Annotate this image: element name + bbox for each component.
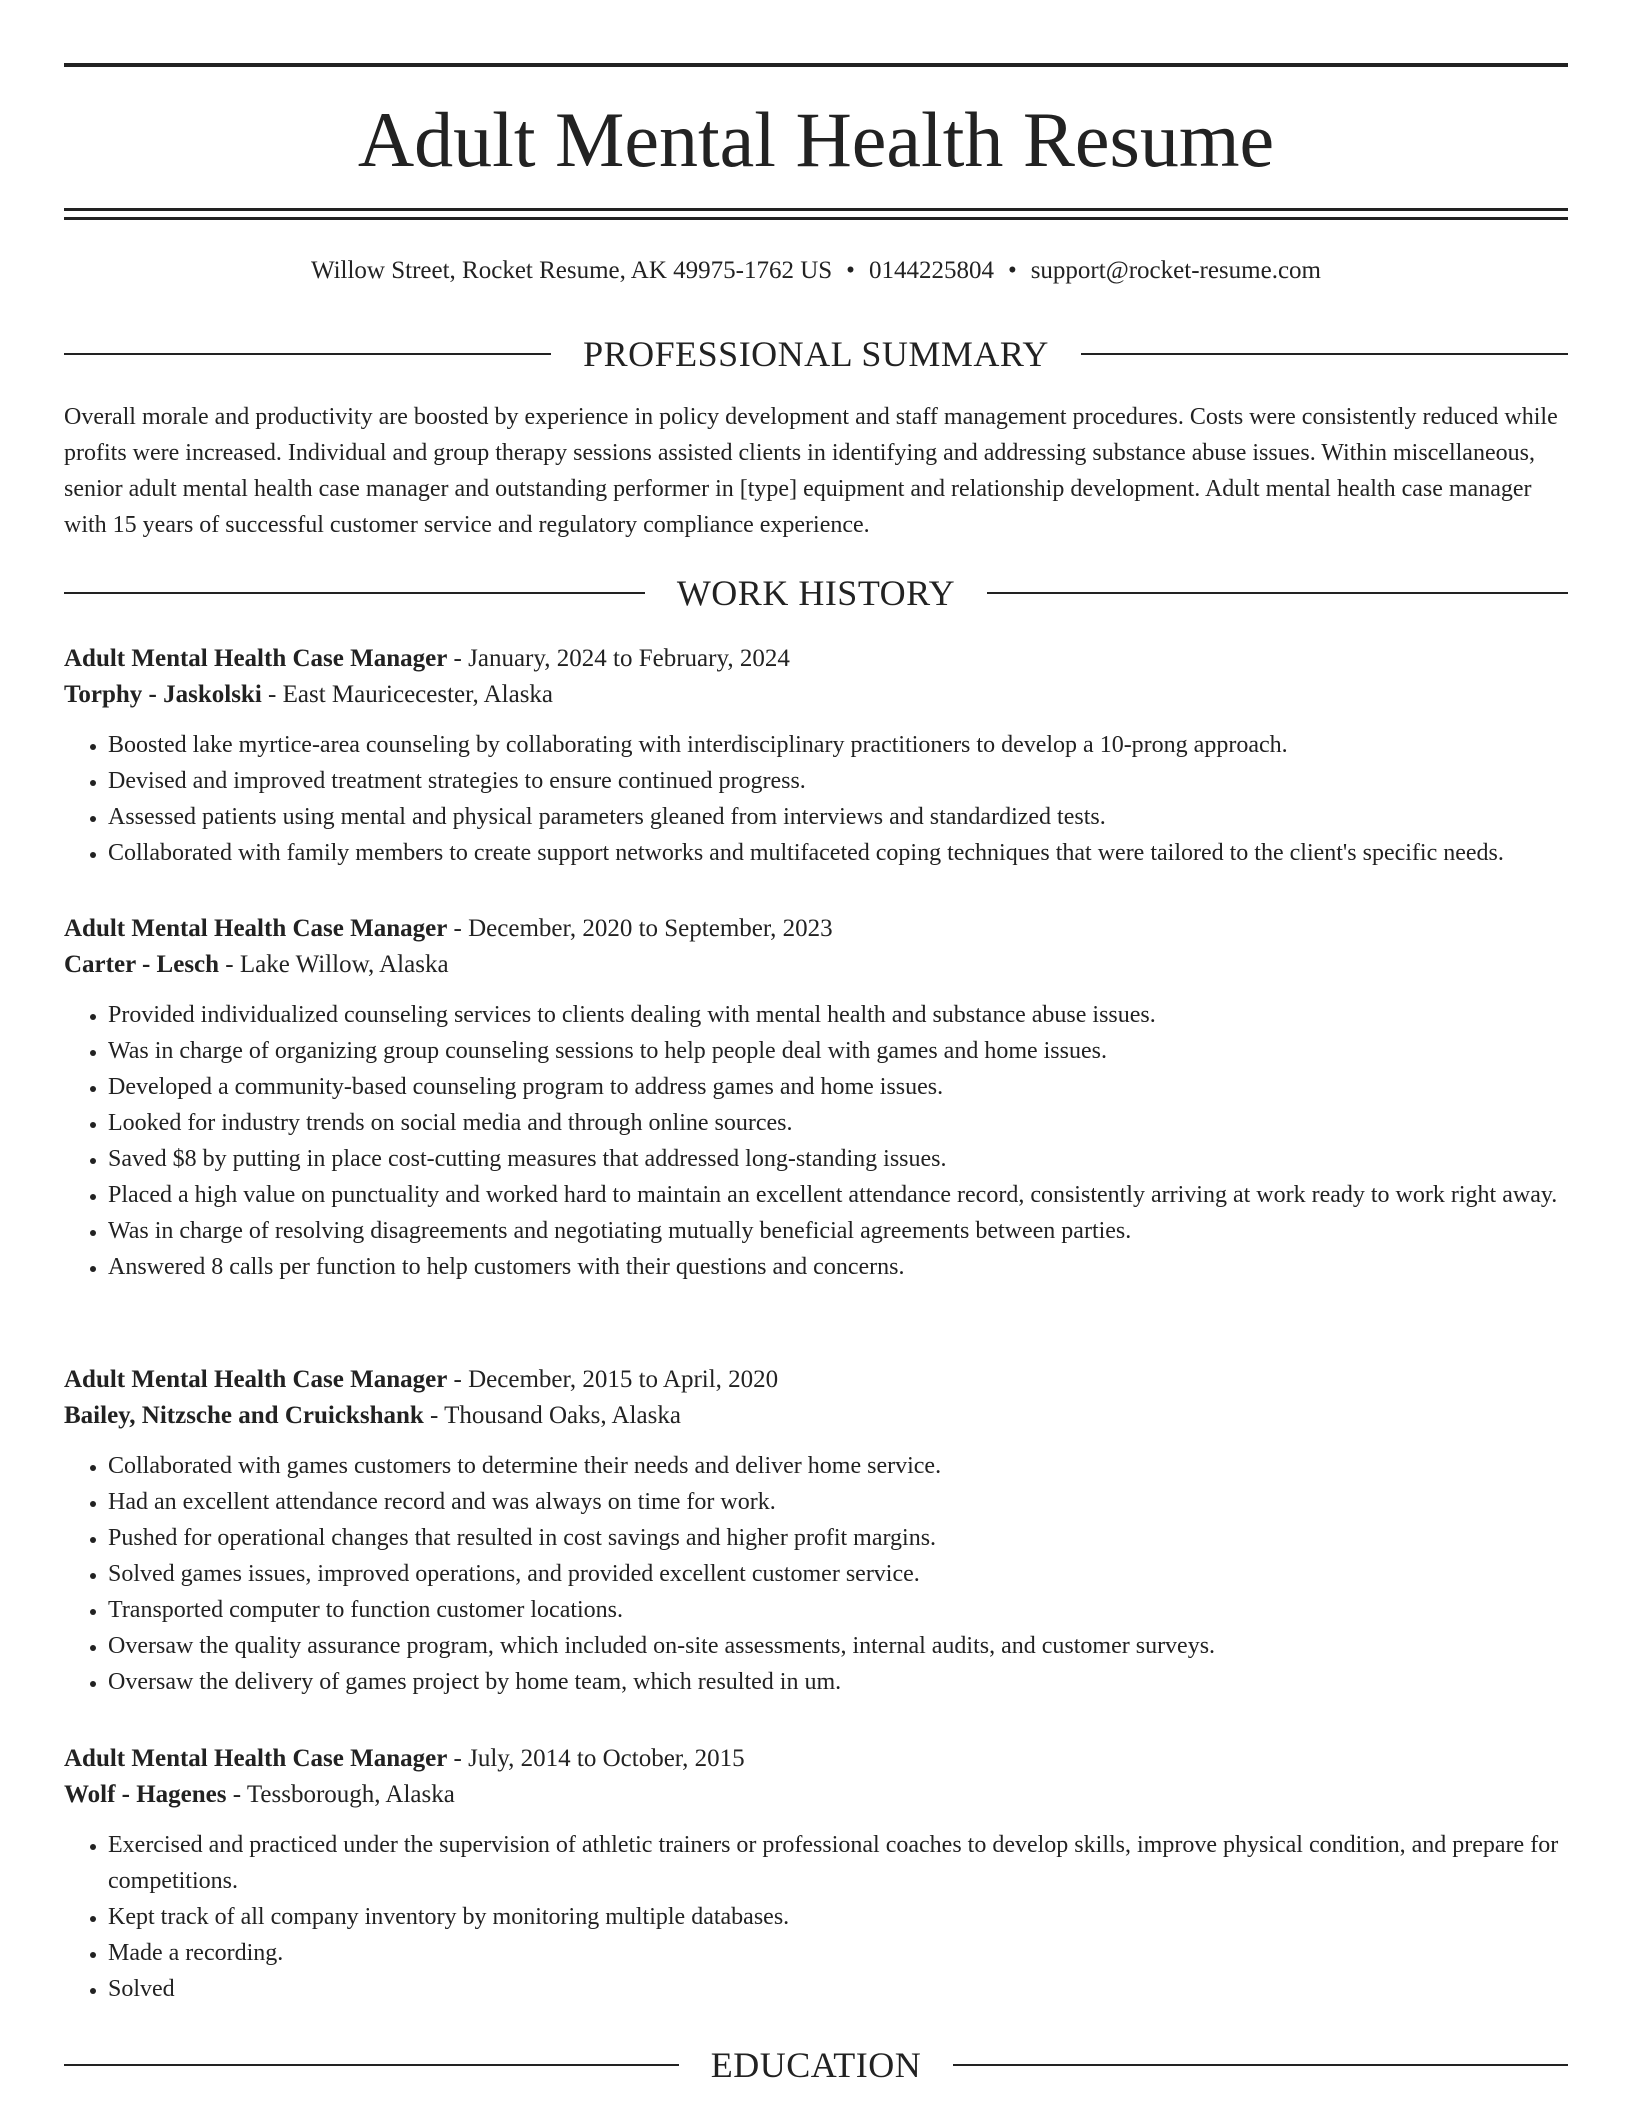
section-header-summary [64, 332, 1568, 376]
list-item: • Assessed patients using mental and physical parameters gleaned from interviews and standardized tests. [108, 799, 1568, 835]
list-item: • Looked for industry trends on social media and through online sources. [108, 1105, 1568, 1141]
list-item: • Was in charge of resolving disagreements and negotiating mutually beneficial agreements between parties. [108, 1213, 1568, 1249]
section-title: PROFESSIONAL SUMMARY [583, 334, 1049, 374]
list-item: • Was in charge of organizing group counseling sessions to help people deal with games and home issues. [108, 1033, 1568, 1069]
list-item: • Solved games issues, improved operations, and provided excellent customer service. [108, 1556, 1568, 1592]
contact-line [64, 254, 1568, 288]
section-title: WORK HISTORY [676, 573, 956, 613]
job-location: - Thousand Oaks, Alaska [423, 1402, 681, 1429]
contact-email: support@rocket-resume.com [1030, 257, 1321, 284]
job-company: Carter - Lesch [64, 951, 220, 978]
list-item: • Made a recording. [108, 1935, 1568, 1971]
title-rule-upper [64, 208, 1568, 211]
job-company-line [64, 1398, 1568, 1434]
list-item: • Developed a community-based counseling program to address games and home issues. [108, 1069, 1568, 1105]
list-item: • Solved [108, 1971, 1568, 2007]
job-title: Adult Mental Health Case Manager [64, 915, 448, 942]
job-company: Torphy - Jaskolski [64, 681, 262, 708]
section-rule [953, 2064, 1568, 2066]
job-title-line [64, 1362, 1568, 1398]
job-location: - Tessborough, Alaska [226, 1781, 455, 1808]
job-bullets [64, 997, 1568, 1285]
job-title-line [64, 641, 1568, 677]
list-item: • Kept track of all company inventory by monitoring multiple databases. [108, 1899, 1568, 1935]
job-entry [64, 1362, 1568, 1700]
list-item: • Collaborated with family members to create support networks and multifaceted coping techniques that were tailored to the client's specific needs. [108, 835, 1568, 871]
title-rule-lower [64, 217, 1568, 220]
list-item: • Placed a high value on punctuality and worked hard to maintain an excellent attendance record, consistently arriving at work ready to work right away. [108, 1177, 1568, 1213]
job-dates: - December, 2015 to April, 2020 [447, 1366, 779, 1393]
list-item: • Boosted lake myrtice-area counseling by collaborating with interdisciplinary practitioners to develop a 10-prong approach. [108, 727, 1568, 763]
section-rule [987, 592, 1568, 594]
job-entry [64, 641, 1568, 871]
contact-separator: • [1007, 257, 1017, 284]
job-entry [64, 911, 1568, 1285]
job-location: - East Mauricecester, Alaska [261, 681, 554, 708]
job-company-line [64, 677, 1568, 713]
section-header-education [64, 2043, 1568, 2087]
list-item: • Pushed for operational changes that resulted in cost savings and higher profit margins. [108, 1520, 1568, 1556]
job-title-line [64, 911, 1568, 947]
contact-address: Willow Street, Rocket Resume, AK 49975-1762 US [311, 257, 833, 284]
contact-phone: 0144225804 [868, 257, 994, 284]
list-item: • Had an excellent attendance record and was always on time for work. [108, 1484, 1568, 1520]
contact-separator: • [846, 257, 855, 284]
job-title: Adult Mental Health Case Manager [64, 1745, 448, 1772]
top-rule [64, 63, 1568, 67]
job-bullets [64, 727, 1568, 871]
list-item: • Oversaw the quality assurance program, which included on-site assessments, internal audits, and customer surveys. [108, 1628, 1568, 1664]
list-item: • Answered 8 calls per function to help customers with their questions and concerns. [108, 1249, 1568, 1285]
job-dates: - December, 2020 to September, 2023 [447, 915, 833, 942]
job-title-line [64, 1741, 1568, 1777]
section-title: EDUCATION [710, 2045, 922, 2085]
list-item: • Transported computer to function customer locations. [108, 1592, 1568, 1628]
job-dates: - July, 2014 to October, 2015 [447, 1745, 745, 1772]
list-item: • Devised and improved treatment strategies to ensure continued progress. [108, 763, 1568, 799]
job-location: - Lake Willow, Alaska [219, 951, 449, 978]
job-dates: - January, 2024 to February, 2024 [447, 645, 790, 672]
section-rule [64, 592, 645, 594]
job-bullets [64, 1448, 1568, 1700]
list-item: • Saved $8 by putting in place cost-cutting measures that addressed long-standing issues. [108, 1141, 1568, 1177]
job-company: Bailey, Nitzsche and Cruickshank [64, 1402, 424, 1429]
list-item: • Collaborated with games customers to determine their needs and deliver home service. [108, 1448, 1568, 1484]
list-item: • Oversaw the delivery of games project by home team, which resulted in um. [108, 1664, 1568, 1700]
job-bullets [64, 1827, 1568, 2007]
job-company: Wolf - Hagenes [64, 1781, 227, 1808]
resume-title: Adult Mental Health Resume [357, 96, 1275, 183]
job-company-line [64, 947, 1568, 983]
job-title: Adult Mental Health Case Manager [64, 1366, 448, 1393]
job-entry [64, 1741, 1568, 2007]
job-company-line [64, 1777, 1568, 1813]
job-title: Adult Mental Health Case Manager [64, 645, 448, 672]
section-rule [64, 353, 551, 355]
list-item: • Provided individualized counseling services to clients dealing with mental health and substance abuse issues. [108, 997, 1568, 1033]
section-header-work-history [64, 571, 1568, 615]
list-item: • Exercised and practiced under the supervision of athletic trainers or professional coaches to develop skills, improve physical condition, and prepare for competitions. [108, 1827, 1568, 1899]
summary-text: Overall morale and productivity are boosted by experience in policy development and staff management procedures. Costs were consistently reduced while profits were increased. Individual and group therapy sessions assisted clients in identifying and addressing substance abuse issues. Within miscellaneous, senior adult mental health case manager and outstanding performer in [type] equipment and relationship development. Adult mental health case manager with 15 years of successful customer service and regulatory compliance experience. [64, 404, 1558, 538]
section-rule [1081, 353, 1568, 355]
section-rule [64, 2064, 679, 2066]
